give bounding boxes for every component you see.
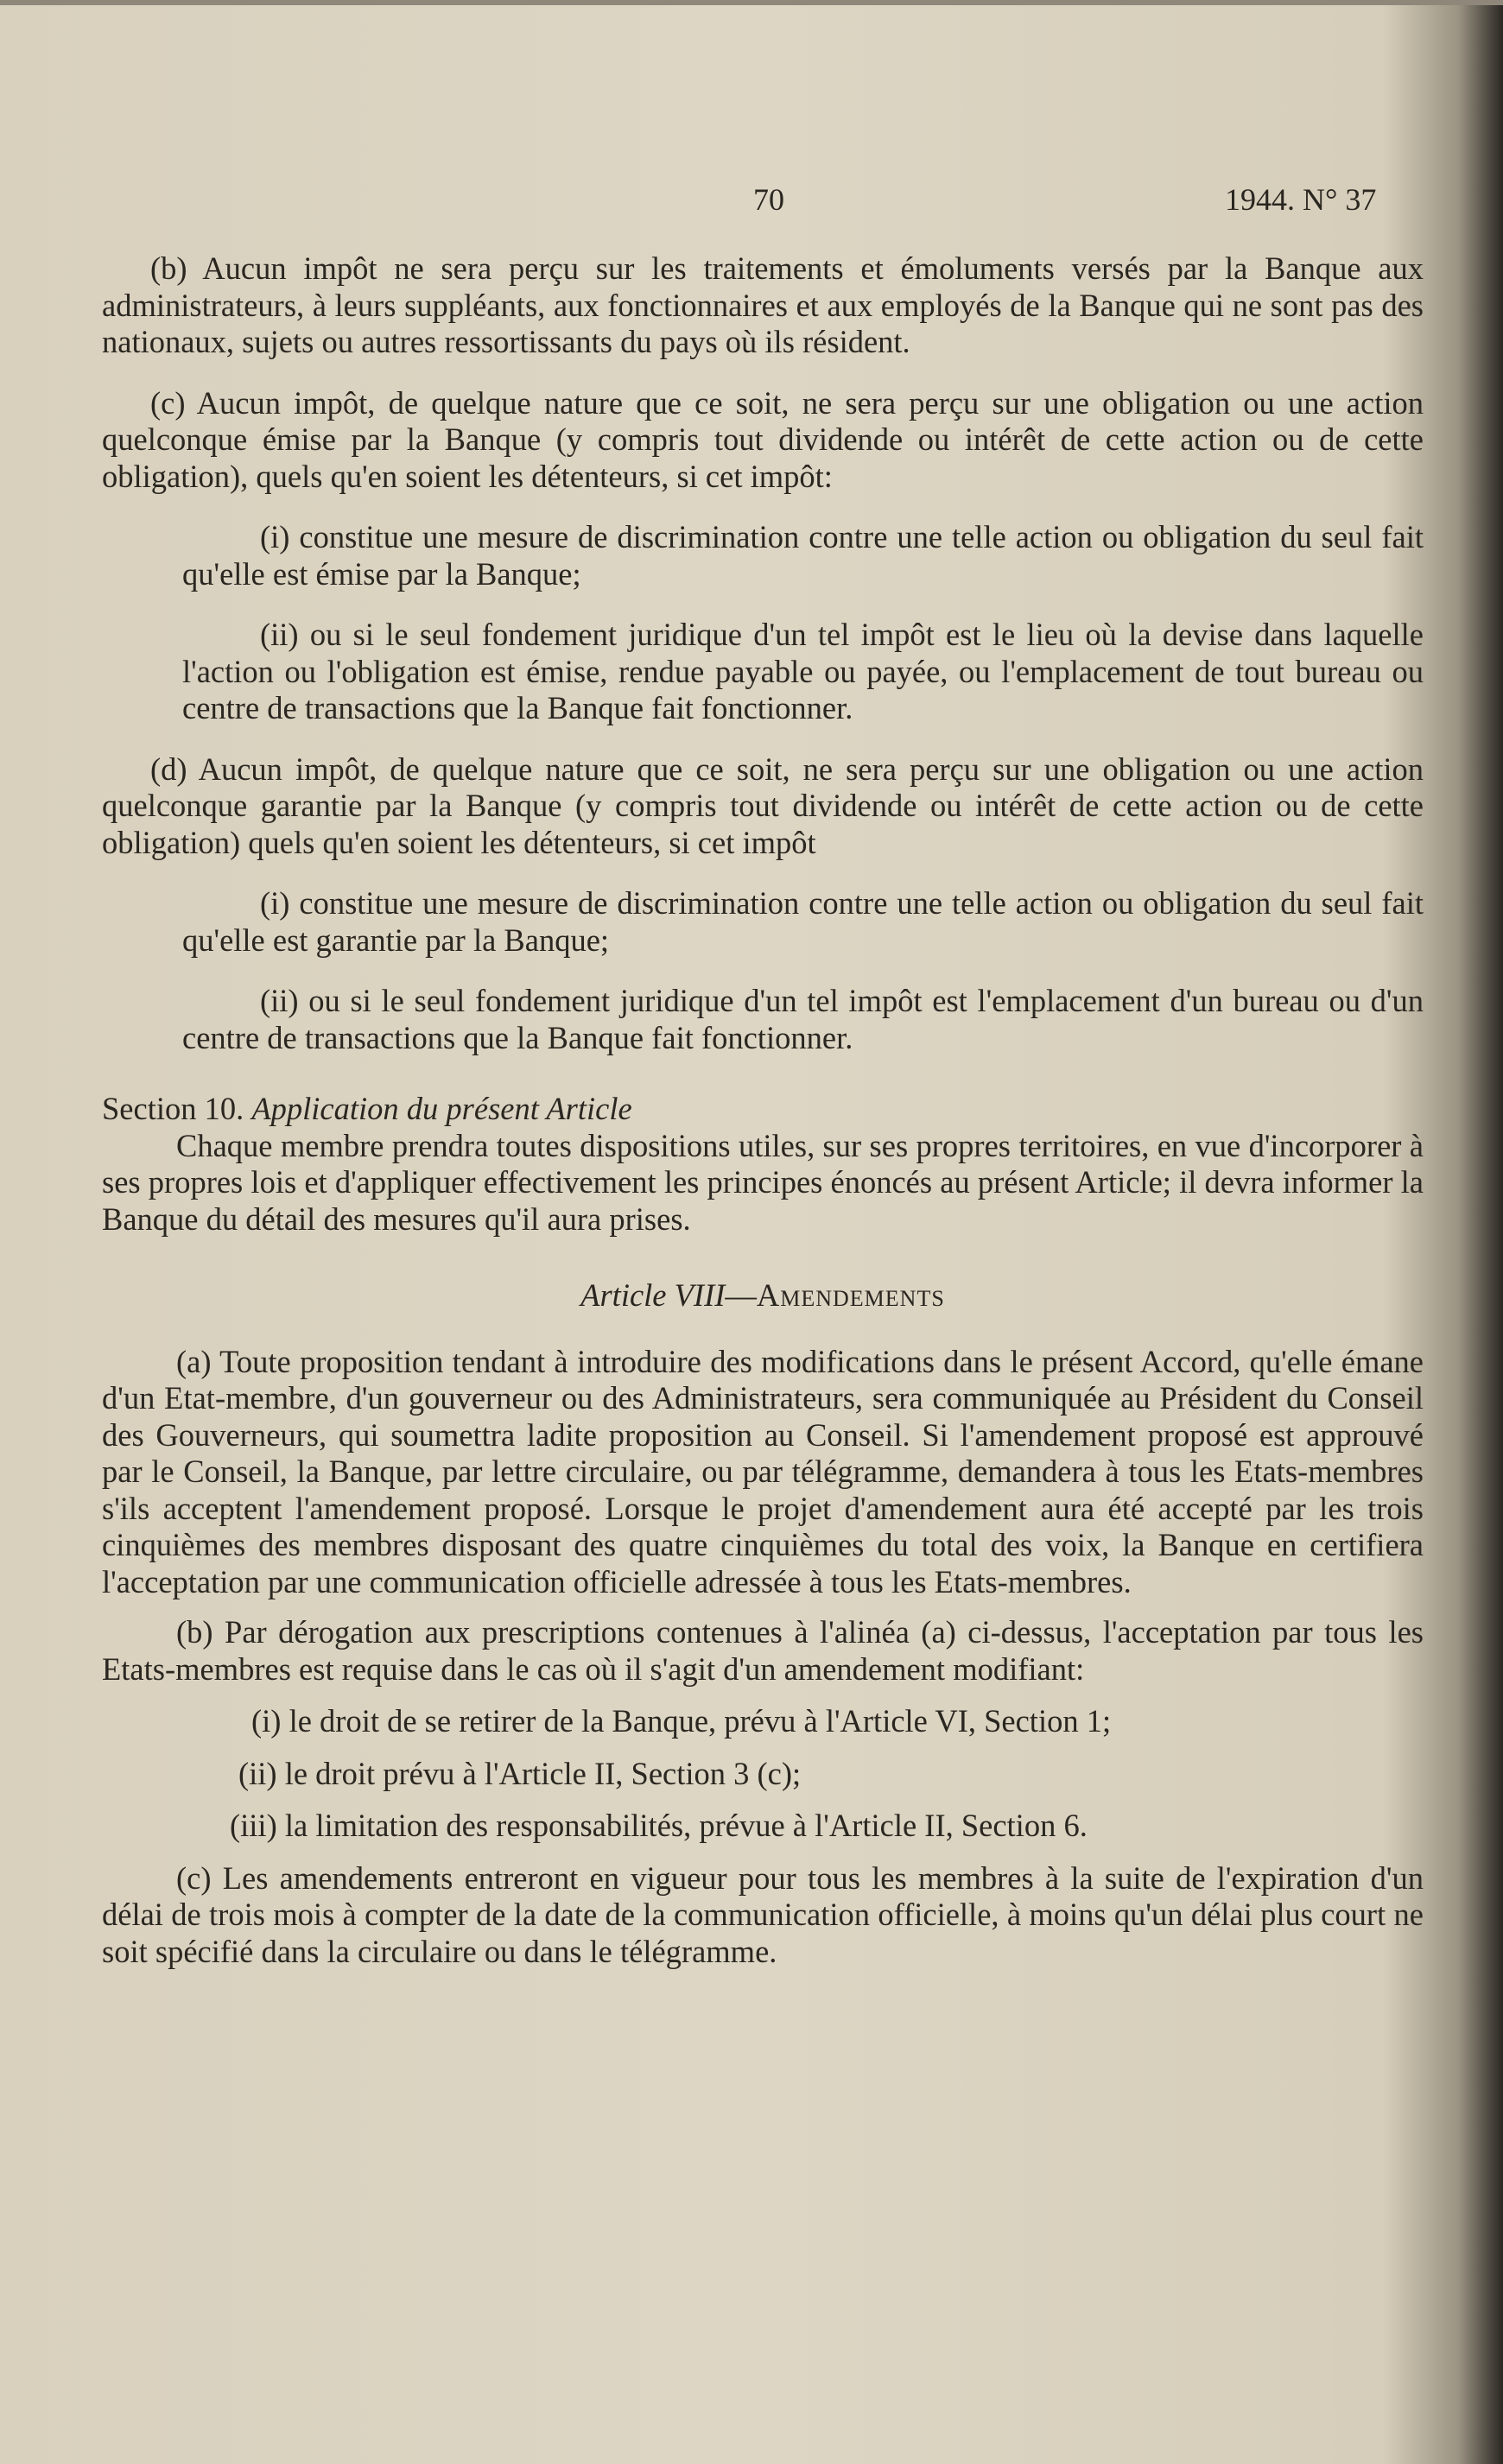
paragraph-d-item-ii: (ii) ou si le seul fondement juridique d'un tel impôt est l'emplacement d'un bureau ou d'un centre de transactions que la Banque fait fonctionner. bbox=[182, 983, 1424, 1055]
paragraph-d-guaranteed-obligations: (d) Aucun impôt, de quelque nature que ce soit, ne sera perçu sur une obligation ou une action quelconque garantie par la Banque (y compris tout dividende ou intérêt de cette action ou de cette obligation) quels qu'en soient les détenteurs, si cet impôt bbox=[102, 751, 1424, 860]
section-10-label: Section 10. bbox=[102, 1091, 244, 1126]
paragraph-b-item-iii: (iii) la limitation des responsabilités, prévue à l'Article II, Section 6. bbox=[230, 1808, 1088, 1843]
section-10-text: Chaque membre prendra toutes dispositions utiles, sur ses propres territoires, en vue d'incorporer à ses propres lois et d'appliquer effectivement les principes énoncés au présent Article; il devra informer la Banque du détail des mesures qu'il aura prises. bbox=[102, 1127, 1424, 1237]
section-10-title: Application du présent Article bbox=[251, 1091, 632, 1126]
page-body bbox=[102, 250, 1424, 1970]
section-10-heading bbox=[102, 1091, 1424, 1128]
article-title: Amendements bbox=[756, 1277, 945, 1313]
paragraph-b-unanimity: (b) Par dérogation aux prescriptions contenues à l'alinéa (a) ci-dessus, l'acceptation par tous les Etats-membres est requise dans le cas où il s'agit d'un amendement modifiant: bbox=[102, 1614, 1424, 1687]
paragraph-c-entry-into-force: (c) Les amendements entreront en vigueur pour tous les membres à la suite de l'expiration d'un délai de trois mois à compter de la date de la communication officielle, à moins qu'un délai plus court ne soit spécifié dans la circulaire ou dans le télégramme. bbox=[102, 1859, 1424, 1969]
paragraph-b-salaries: (b) Aucun impôt ne sera perçu sur les traitements et émoluments versés par la Banque aux administrateurs, à leurs suppléants, aux fonctionnaires et aux employés de la Banque qui ne sont pas des nationaux, sujets ou autres ressortissants du pays où ils résident. bbox=[102, 250, 1424, 359]
page-top-edge bbox=[0, 0, 1503, 5]
article-label: Article VIII bbox=[580, 1277, 726, 1313]
document-reference: 1944. N° 37 bbox=[1225, 182, 1377, 217]
paragraph-a-amendments: (a) Toute proposition tendant à introduire des modifications dans le présent Accord, qu'elle émane d'un Etat-membre, d'un gouverneur ou des Administrateurs, sera communiquée au Président du Conseil des Gouverneurs, qui soumettra ladite proposition au Conseil. Si l'amendement proposé est approuvé par le Conseil, la Banque, par lettre circulaire, ou par télégramme, demandera à tous les Etats-membres s'ils acceptent l'amendement proposé. Lorsque le projet d'amendement aura été accepté par les trois cinquièmes des membres disposant des quatre cinquièmes du total des voix, la Banque en certifiera l'acceptation par une communication officielle adressée à tous les Etats-membres. bbox=[102, 1343, 1424, 1599]
paragraph-b-item-ii: (ii) le droit prévu à l'Article II, Section 3 (c); bbox=[238, 1755, 802, 1791]
article-dash: — bbox=[725, 1277, 757, 1313]
paragraph-c-item-i: (i) constitue une mesure de discrimination contre une telle action ou obligation du seul fait qu'elle est émise par la Banque; bbox=[182, 519, 1424, 592]
paragraph-c-item-ii: (ii) ou si le seul fondement juridique d'un tel impôt est le lieu où la devise dans laquelle l'action ou l'obligation est émise, rendue payable ou payée, ou l'emplacement de tout bureau ou centre de transactions que la Banque fait fonctionner. bbox=[182, 617, 1424, 725]
paragraph-c-issued-obligations: (c) Aucun impôt, de quelque nature que ce soit, ne sera perçu sur une obligation ou une action quelconque émise par la Banque (y compris tout dividende ou intérêt de cette action ou de cette obligation), quels qu'en soient les détenteurs, si cet impôt: bbox=[102, 384, 1424, 494]
page-number: 70 bbox=[753, 182, 784, 217]
paragraph-b-item-i: (i) le droit de se retirer de la Banque, prévu à l'Article VI, Section 1; bbox=[251, 1703, 1112, 1739]
paragraph-d-item-i: (i) constitue une mesure de discrimination contre une telle action ou obligation du seul fait qu'elle est garantie par la Banque; bbox=[182, 885, 1424, 958]
page-header bbox=[0, 181, 1503, 233]
article-heading bbox=[102, 1277, 1424, 1314]
